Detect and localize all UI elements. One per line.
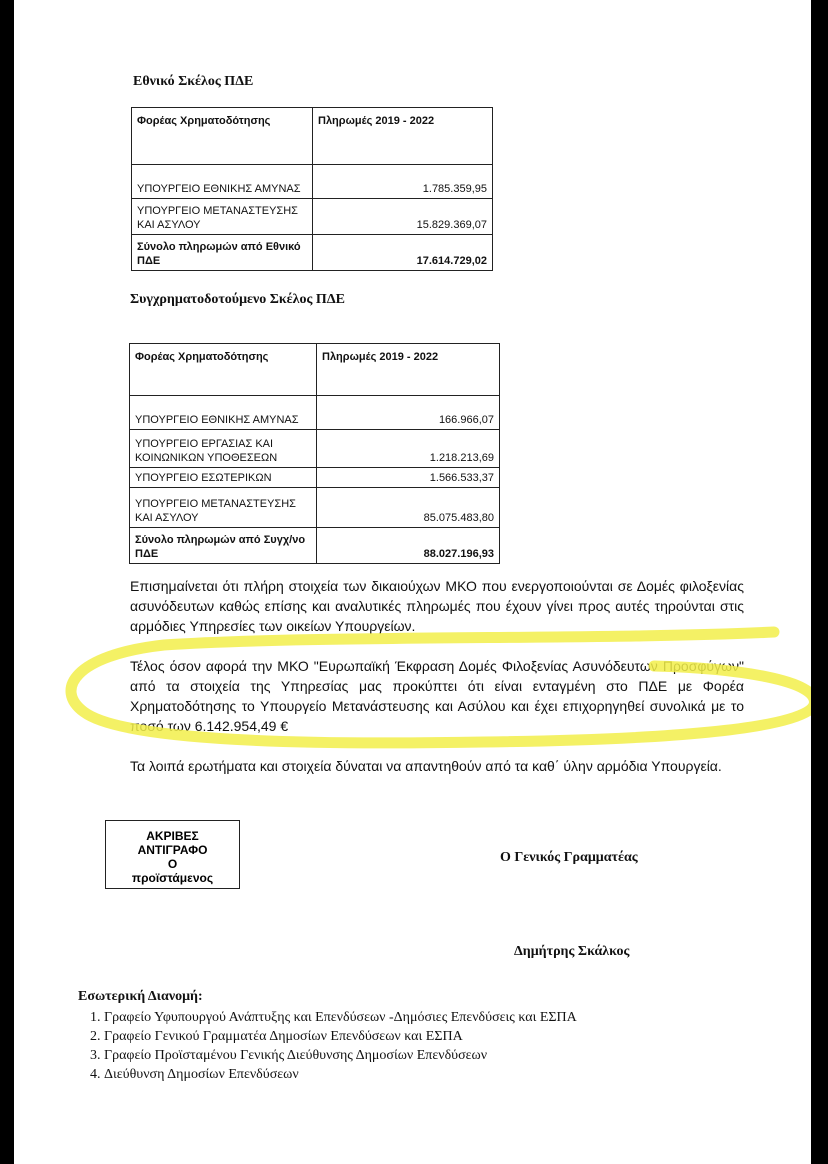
stamp-line: ΑΚΡΙΒΕΣ [146, 829, 199, 843]
row-agency: ΥΠΟΥΡΓΕΙΟ ΜΕΤΑΝΑΣΤΕΥΣΗΣ ΚΑΙ ΑΣΥΛΟΥ [130, 488, 317, 528]
row-amount: 1.785.359,95 [313, 165, 493, 199]
table-row [130, 396, 500, 430]
row-amount: 1.218.213,69 [317, 430, 500, 468]
cofinanced-table [129, 343, 500, 564]
table-row [130, 430, 500, 468]
certified-copy-stamp [105, 820, 240, 889]
stamp-line: Ο [167, 857, 178, 871]
document-page [14, 0, 811, 1164]
table-row [132, 199, 493, 235]
signatory-title: Ο Γενικός Γραμματέας [500, 850, 638, 865]
national-col-agency: Φορέας Χρηματοδότησης [132, 108, 313, 165]
row-amount: 166.966,07 [317, 396, 500, 430]
national-table [131, 107, 493, 271]
national-col-payments: Πληρωμές 2019 - 2022 [313, 108, 493, 165]
list-item: 2. Γραφείο Γενικού Γραμματέα Δημοσίων Επενδύσεων και ΕΣΠΑ [104, 1027, 577, 1046]
total-amount: 17.614.729,02 [313, 235, 493, 271]
distribution-heading: Εσωτερική Διανομή: [78, 989, 203, 1004]
paragraph-ngo-funding: Τέλος όσον αφορά την ΜΚΟ "Ευρωπαϊκή Έκφραση Δομές Φιλοξενίας Ασυνόδευτων Προσφύγων" από τα στοιχεία της Υπηρεσίας μας προκύπτει ότι είναι ενταγμένη στο ΠΔΕ με Φορέα Χρηματοδότησης το Υπουργείο Μετανάστευσης και Ασύλου και έχει επιχορηγηθεί συνολικά με το ποσό των 6.142.954,49 € [130, 658, 744, 734]
cofinanced-heading: Συγχρηματοδοτούμενο Σκέλος ΠΔΕ [130, 292, 345, 307]
stamp-line: ΑΝΤΙΓΡΑΦΟ [137, 843, 208, 857]
row-agency: ΥΠΟΥΡΓΕΙΟ ΕΡΓΑΣΙΑΣ ΚΑΙ ΚΟΙΝΩΝΙΚΩΝ ΥΠΟΘΕΣΕΩΝ [130, 430, 317, 468]
row-agency: ΥΠΟΥΡΓΕΙΟ ΕΣΩΤΕΡΙΚΩΝ [130, 468, 317, 488]
total-label: Σύνολο πληρωμών από Συγχ/νο ΠΔΕ [130, 528, 317, 564]
list-item: 4. Διεύθυνση Δημοσίων Επενδύσεων [104, 1065, 577, 1084]
table-row [130, 488, 500, 528]
paragraph-records-note: Επισημαίνεται ότι πλήρη στοιχεία των δικαιούχων ΜΚΟ που ενεργοποιούνται σε Δομές φιλοξενίας ασυνόδευτων καθώς επίσης και αναλυτικές πληρωμές που έχουν γίνει προς αυτές τηρούνται στις αρμόδιες Υπηρεσίες των οικείων Υπουργείων. [130, 578, 744, 634]
national-heading: Εθνικό Σκέλος ΠΔΕ [133, 74, 254, 89]
list-item: 3. Γραφείο Προϊσταμένου Γενικής Διεύθυνσης Δημοσίων Επενδύσεων [104, 1046, 577, 1065]
cofinanced-col-agency: Φορέας Χρηματοδότησης [130, 344, 317, 396]
row-amount: 1.566.533,37 [317, 468, 500, 488]
stamp-line: προϊστάμενος [131, 871, 214, 885]
table-total-row [132, 235, 493, 271]
row-agency: ΥΠΟΥΡΓΕΙΟ ΕΘΝΙΚΗΣ ΑΜΥΝΑΣ [132, 165, 313, 199]
paragraph-other-questions: Τα λοιπά ερωτήματα και στοιχεία δύναται να απαντηθούν από τα καθ΄ ύλην αρμόδια Υπουργεία. [130, 758, 722, 774]
row-agency: ΥΠΟΥΡΓΕΙΟ ΕΘΝΙΚΗΣ ΑΜΥΝΑΣ [130, 396, 317, 430]
row-amount: 85.075.483,80 [317, 488, 500, 528]
table-total-row [130, 528, 500, 564]
row-agency: ΥΠΟΥΡΓΕΙΟ ΜΕΤΑΝΑΣΤΕΥΣΗΣ ΚΑΙ ΑΣΥΛΟΥ [132, 199, 313, 235]
table-row [132, 165, 493, 199]
total-amount: 88.027.196,93 [317, 528, 500, 564]
signatory-name: Δημήτρης Σκάλκος [514, 944, 630, 959]
distribution-list [78, 1008, 577, 1084]
cofinanced-col-payments: Πληρωμές 2019 - 2022 [317, 344, 500, 396]
list-item: 1. Γραφείο Υφυπουργού Ανάπτυξης και Επενδύσεων -Δημόσιες Επενδύσεις και ΕΣΠΑ [104, 1008, 577, 1027]
total-label: Σύνολο πληρωμών από Εθνικό ΠΔΕ [132, 235, 313, 271]
table-row [130, 468, 500, 488]
row-amount: 15.829.369,07 [313, 199, 493, 235]
